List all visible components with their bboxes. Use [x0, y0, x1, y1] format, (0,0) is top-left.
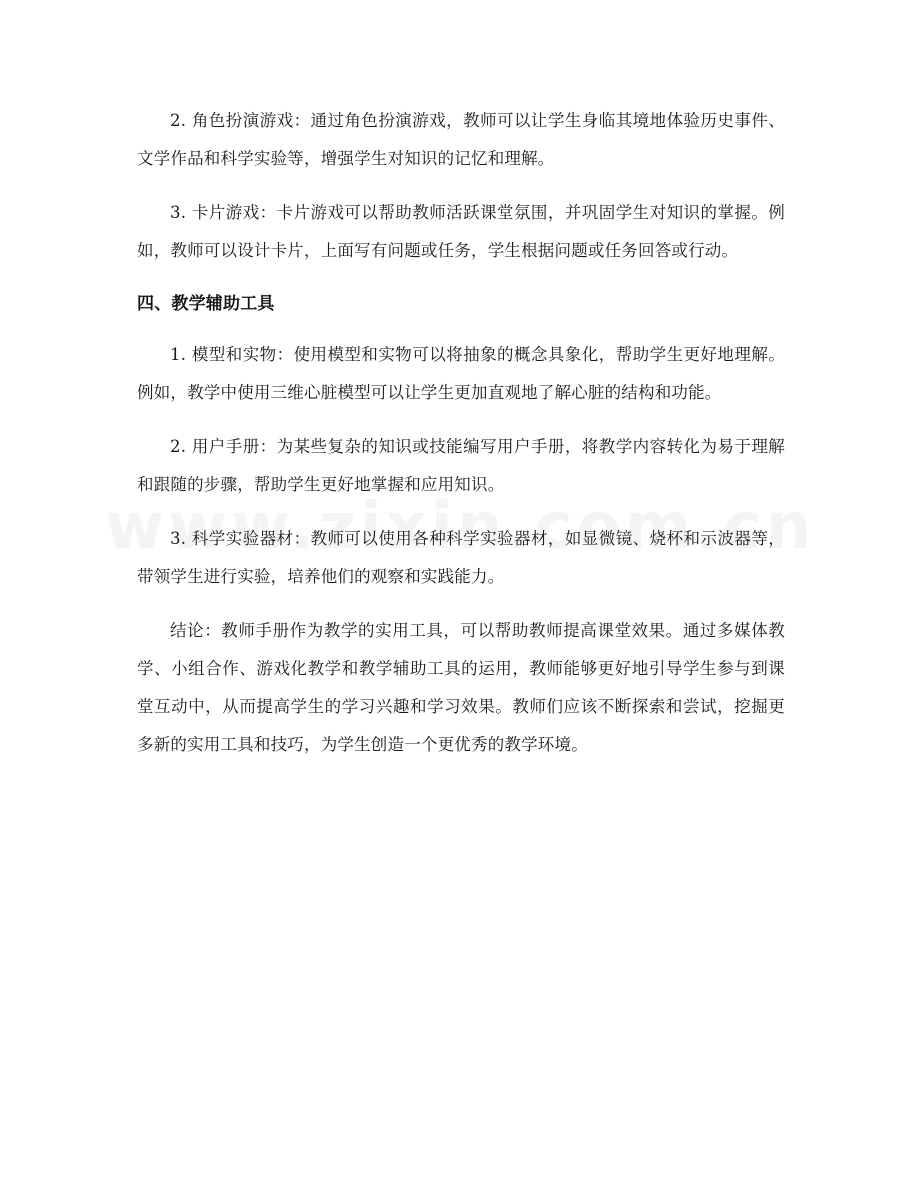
paragraph-role-play-game: 2. 角色扮演游戏：通过角色扮演游戏，教师可以让学生身临其境地体验历史事件、文学作品和科学实验等，增强学生对知识的记忆和理解。 — [137, 111, 785, 168]
paragraph-user-manual: 2. 用户手册：为某些复杂的知识或技能编写用户手册，将教学内容转化为易于理解和跟随的步骤，帮助学生更好地掌握和应用知识。 — [137, 437, 785, 494]
paragraph-card-game: 3. 卡片游戏：卡片游戏可以帮助教师活跃课堂氛围，并巩固学生对知识的掌握。例如，教师可以设计卡片，上面写有问题或任务，学生根据问题或任务回答或行动。 — [137, 203, 785, 260]
paragraph-models-and-objects: 1. 模型和实物：使用模型和实物可以将抽象的概念具象化，帮助学生更好地理解。例如，教学中使用三维心脏模型可以让学生更加直观地了解心脏的结构和功能。 — [137, 345, 785, 402]
document-body — [137, 102, 785, 780]
section-heading-teaching-aids: 四、教学辅助工具 — [137, 294, 275, 314]
paragraph-lab-equipment: 3. 科学实验器材：教师可以使用各种科学实验器材，如显微镜、烧杯和示波器等，带领学生进行实验，培养他们的观察和实践能力。 — [137, 529, 785, 586]
paragraph-conclusion: 结论：教师手册作为教学的实用工具，可以帮助教师提高课堂效果。通过多媒体教学、小组合作、游戏化教学和教学辅助工具的运用，教师能够更好地引导学生参与到课堂互动中，从而提高学生的学习兴趣和学习效果。教师们应该不断探索和尝试，挖掘更多新的实用工具和技巧，为学生创造一个更优秀的教学环境。 — [137, 621, 785, 754]
